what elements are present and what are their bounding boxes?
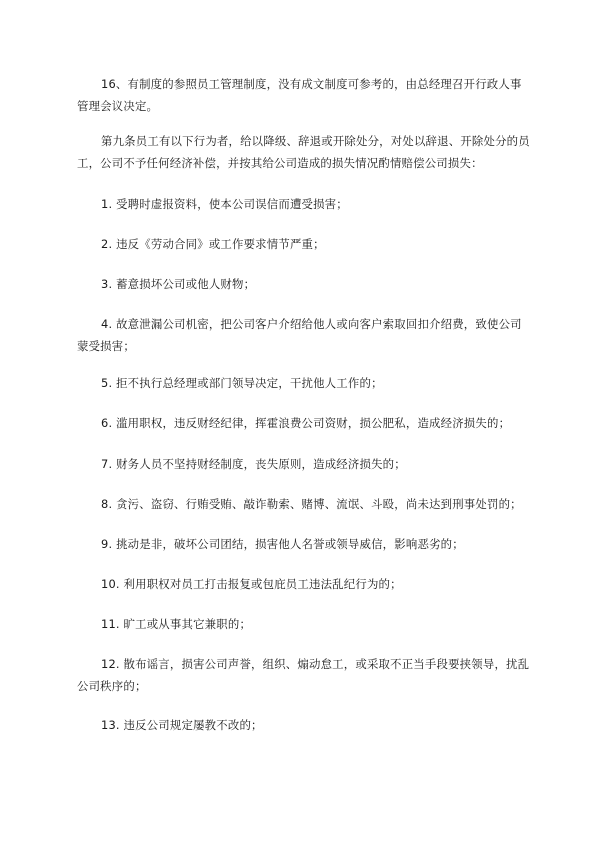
- list-item-10: 10. 利用职权对员工打击报复或包庇员工违法乱纪行为的；: [101, 577, 402, 591]
- list-item-11: 11. 旷工或从事其它兼职的；: [101, 617, 252, 631]
- list-item-3: 3. 蓄意损坏公司或他人财物；: [101, 277, 256, 291]
- paragraph-article-16: 16、有制度的参照员工管理制度，没有成文制度可参考的，由总经理召开行政人事管理会议决定。: [77, 77, 522, 113]
- list-item-7: 7. 财务人员不坚持财经制度，丧失原则，造成经济损失的；: [101, 457, 406, 471]
- list-item-6: 6. 滥用职权，违反财经纪律，挥霍浪费公司资财，损公肥私，造成经济损失的；: [101, 416, 511, 430]
- list-item-9: 9. 挑动是非，破坏公司团结，损害他人名誉或领导威信，影响恶劣的；: [101, 537, 464, 551]
- list-item-12: 12. 散布谣言，损害公司声誉，组织、煽动怠工，或采取不正当手段要挟领导，扰乱公司秩序的；: [77, 657, 530, 693]
- list-item-2: 2. 违反《劳动合同》或工作要求情节严重；: [101, 237, 325, 251]
- list-item-4: 4. 故意泄漏公司机密，把公司客户介绍给他人或向客户索取回扣介绍费，致使公司蒙受损害；: [77, 317, 522, 353]
- paragraph-article-9: 第九条员工有以下行为者，给以降级、辞退或开除处分，对处以辞退、开除处分的员工，公司不予任何经济补偿，并按其给公司造成的损失情况酌情赔偿公司损失：: [77, 134, 530, 170]
- list-item-5: 5. 拒不执行总经理或部门领导决定，干扰他人工作的；: [101, 376, 383, 390]
- list-item-1: 1. 受聘时虚报资料，使本公司误信而遭受损害；: [101, 197, 348, 211]
- list-item-8: 8. 贪污、盗窃、行贿受贿、敲诈勒索、赌博、流氓、斗殴，尚未达到刑事处罚的；: [101, 497, 522, 511]
- list-item-13: 13. 违反公司规定屡教不改的；: [101, 718, 263, 732]
